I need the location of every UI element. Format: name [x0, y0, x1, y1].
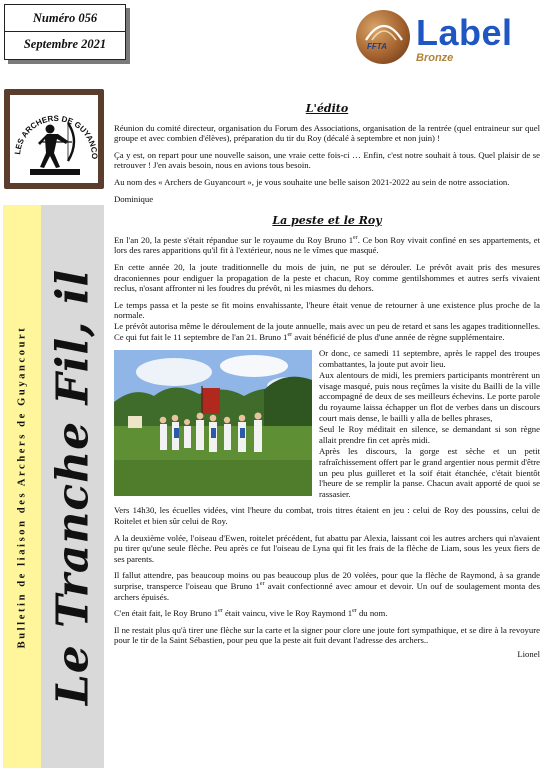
article-signature: Lionel	[517, 648, 540, 659]
sidebar-subtitle: Bulletin de liaison des Archers de Guyancourt	[16, 325, 28, 648]
article-paragraph-13: Il ne restait plus qu'à tirer une flèche sur la carte et la signer pour clore une joute fort sympathique, et se dire à la revoyure pour le tir de la Saint Sébastien, pour peu que la peste ait fuit devant l'adresse des archers..	[114, 624, 540, 646]
article-paragraph-1: En l'an 20, la peste s'était répandue sur le royaume du Roy Bruno 1er. Ce bon Roy vivait confiné en ses appartements, et lors des rares apparitions qu'il fit à l'extérieur, nous ne le vîmes que masqué.	[114, 234, 540, 256]
article-paragraph-6: Aux alentours de midi, les premiers participants montrèrent un visage masqué, puis nous reçûmes la visite du Bailli de la ville accompagné de deux de ses meilleurs échevins. Le porte parole du royaume laissa échapper un flot de verbes dans un discours court mais dense, le bailli y alla de belles phrases,	[319, 370, 540, 423]
edito-paragraph-1: Réunion du comité directeur, organisation du Forum des Associations, organisation de la rentrée (quel entraineur sur quel groupe et avec combien d'élèves), préparation du tir du Roy (décalé à septembre et non juin) !	[114, 122, 540, 144]
article-paragraph-8: Après les discours, la gorge est sèche et un petit rafraîchissement offert par le grand argentier nous permit d'être un peu plus guilleret et la soif était étanchée, c'était bientôt l'heure de se remplir la panse. Chacun avait apporté de quoi se rassasier.	[319, 446, 540, 499]
target-arc-icon	[362, 18, 406, 44]
edito-paragraph-3: Au nom des « Archers de Guyancourt », je vous souhaite une belle saison 2021-2022 au sein de notre association.	[114, 176, 510, 187]
archer-silhouette-icon	[10, 95, 98, 183]
article-paragraph-4: Le prévôt autorisa même le déroulement de la joute annuelle, mais avec un peu de retard et sans les agapes traditionnelles. Ce qui fut fait le 11 septembre de l'an 21. Bruno 1er avait bénéficié de plus d'une année de règne supplémentaire.	[114, 320, 540, 342]
club-logo	[10, 95, 98, 183]
issue-divider	[5, 31, 125, 32]
article-paragraph-11: Il fallut attendre, pas beaucoup moins ou pas beaucoup plus de 20 volées, pour que la flèche de Raymond, à sa grande surprise, transperce l'oiseau que Bruno 1er avait confectionné avec amour et devoir. Un ouf de soulagement monta des archers épuisés.	[114, 570, 540, 602]
article-heading: La peste et le Roy	[272, 214, 382, 228]
edito-heading: L'édito	[305, 102, 349, 115]
sidebar-yellow-band	[3, 205, 41, 768]
sidebar-gray-band	[41, 205, 104, 768]
issue-number: Numéro 056	[32, 11, 98, 25]
club-logo-text: LES ARCHERS DE GUYANC	[13, 113, 98, 156]
article-paragraph-5: Or donc, ce samedi 11 septembre, après le rappel des troupes combattantes, la joute put avoir lieu.	[319, 348, 540, 369]
issue-box	[4, 4, 126, 60]
article-paragraph-10: A la deuxième volée, l'oiseau d'Ewen, roitelet précédent, fut abattu par Alexia, laissant coi les autres archers qui n'avaient pu tirer qu'une seule flèche. Peu après ce fut l'oiseau de Lyna qui fit les frais de la flèche de Liam, sous les yeux fiers de ses parents.	[114, 532, 540, 564]
label-title: Label	[416, 12, 513, 53]
issue-date: Septembre 2021	[23, 37, 107, 51]
edito-paragraph-2: Ça y est, on repart pour une nouvelle saison, une vraie cette fois-ci … Enfin, c'est notre souhait à tous. Quel plaisir de se retrouver ! J'en avais besoin, nous en avions tous besoin.	[114, 149, 540, 171]
article-paragraph-3: Le temps passa et la peste se fit moins envahissante, l'heure était venue de retourner à une existence plus proche de la normale.	[114, 299, 540, 321]
edito-signature: Dominique	[114, 193, 154, 204]
ffta-text: FFTA	[367, 42, 387, 51]
event-photo	[114, 350, 312, 496]
article-paragraph-9: Vers 14h30, les écuelles vidées, vint l'heure du combat, trois titres étaient en jeu : celui de Roy des poussins, celui de Roitelet et bien sûr celui de Roy.	[114, 505, 540, 526]
archers-group-photo	[114, 350, 312, 496]
label-level: Bronze	[416, 52, 454, 64]
sidebar-title: Le Tranche Fil, il	[47, 268, 98, 705]
article-paragraph-12: C'en était fait, le Roy Bruno 1er était vaincu, vive le Roy Raymond 1er du nom.	[114, 608, 388, 619]
article-paragraph-7: Seul le Roy méditait en silence, se demandant si son règne allait prendre fin cet après midi.	[319, 424, 540, 445]
article-paragraph-2: En cette année 20, la joute traditionnelle du mois de juin, ne put se dérouler. Le prévôt avait pris des mesures draconiennes pour endiguer la propagation de la peste et chacun, Roy comme gentilshommes et autres serfs vivaient reclus, n'osant affronter ni les foudres du prévôt, ni les miasmes du dehors.	[114, 261, 540, 294]
main-content	[114, 104, 540, 666]
